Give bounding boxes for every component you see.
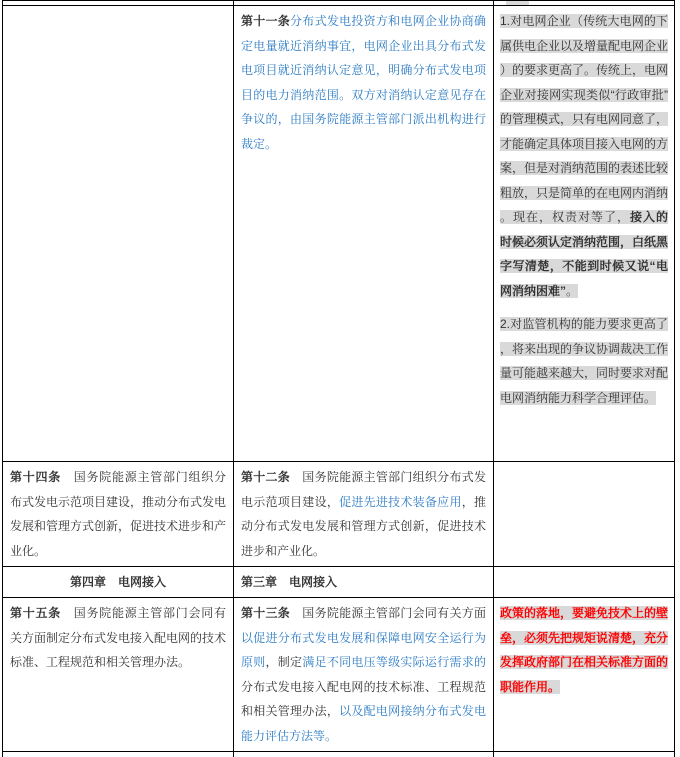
article-12-number: 第十二条 bbox=[241, 470, 291, 484]
article-13-paragraph bbox=[241, 601, 486, 748]
table-row-article-14-12 bbox=[3, 462, 675, 567]
table-row-article-11 bbox=[3, 6, 675, 462]
comment-1-bold-text: 接入的时候必须认定消纳范围，白纸黑字写清楚，不能到时候又说“电网消纳困难” bbox=[500, 210, 669, 298]
cell-article13-comment bbox=[494, 598, 675, 752]
cell-next-middle bbox=[234, 752, 494, 757]
comment-1-period: 。 bbox=[566, 283, 579, 298]
article-12-revised-text: 促进先进技术装备应用 bbox=[339, 494, 462, 509]
table-row-article-15-13 bbox=[3, 598, 675, 752]
cell-next-left bbox=[3, 752, 234, 757]
article-12-paragraph bbox=[241, 465, 486, 563]
cell-article13-new-text bbox=[234, 598, 494, 752]
article-13-text-3: 分布式发电接入配电网的技术标准、工程规范和相关管理办法， bbox=[241, 679, 486, 718]
cell-article11-new-text bbox=[234, 6, 494, 462]
comparison-table bbox=[2, 0, 675, 757]
comment-red-text: 政策的落地，要避免技术上的壁垒，必须先把规矩说清楚，充分发挥政府部门在相关标准方面的职能作用。 bbox=[500, 606, 669, 694]
article-13-number: 第十三条 bbox=[241, 606, 291, 620]
article-13-revised-text-2: 满足不同电压等级实际运行需求的 bbox=[302, 655, 486, 669]
article-11-revised-text: 分布式发电投资方和电网企业协商确定电量就近消纳事宜，电网企业出具分布式发电项目就近消纳认定意见，明确分布式发电项目的电力消纳范围。双方对消纳认定意见存在争议的，由国务院能源主管部门派出机构进行裁定。 bbox=[241, 14, 486, 151]
article-12-text-1: 国务院能源主管部门组织分布式发电示范项目建设， bbox=[241, 470, 486, 509]
cell-article12-comment-empty bbox=[494, 462, 675, 567]
article-15-number: 第十五条 bbox=[10, 606, 61, 620]
article-13-text-1: 国务院能源主管部门会同有关方面 bbox=[290, 606, 486, 620]
article-14-number: 第十四条 bbox=[10, 470, 61, 484]
cell-next-right bbox=[494, 752, 675, 757]
article-15-paragraph bbox=[10, 601, 226, 675]
article-14-text: 国务院能源主管部门组织分布式发电示范项目建设，推动分布式发电发展和管理方式创新，促进技术进步和产业化。 bbox=[10, 470, 227, 558]
highlight-remnant bbox=[506, 1, 529, 5]
article-13-revised-text-3: 以及配电网接纳分布式发电能力评估方法等。 bbox=[241, 704, 486, 743]
comment-red-paragraph bbox=[500, 601, 668, 699]
article-13-revised-text-1: 以促进分布式发电发展和保障电网安全运行为原则 bbox=[241, 630, 486, 669]
article-14-paragraph bbox=[10, 465, 226, 563]
article-15-text: 国务院能源主管部门会同有关方面制定分布式发电接入配电网的技术标准、工程规范和相关管理办法。 bbox=[10, 606, 227, 669]
comment-paragraph-1 bbox=[500, 9, 668, 303]
cell-article11-comment bbox=[494, 6, 675, 462]
cell-article14-old-text bbox=[3, 462, 234, 567]
cell-article11-left-empty bbox=[3, 6, 234, 462]
article-11-number: 第十一条 bbox=[241, 14, 291, 28]
article-11-paragraph bbox=[241, 9, 486, 156]
comment-2-text: 2.对监管机构的能力要求更高了，将来出现的争议协调裁决工作量可能越来越大，同时要求对配电网消纳能力科学合理评估。 bbox=[500, 317, 669, 405]
chapter-4-heading: 第四章 电网接入 bbox=[3, 567, 234, 598]
cell-chapter-right-empty bbox=[494, 567, 675, 598]
table-row-chapter-heading bbox=[3, 567, 675, 598]
article-12-text-2: ，推动分布式发电发展和管理方式创新，促进技术进步和产业化。 bbox=[241, 494, 486, 558]
chapter-3-heading: 第三章 电网接入 bbox=[234, 567, 494, 598]
table-row-next-partial bbox=[3, 752, 675, 757]
cell-article12-new-text bbox=[234, 462, 494, 567]
cell-article15-old-text bbox=[3, 598, 234, 752]
comment-paragraph-2 bbox=[500, 312, 668, 410]
comment-1-text: 1.对电网企业（传统大电网的下属供电企业以及增量配电网企业）的要求更高了。传统上，电网企业对接网实现类似“行政审批”的管理模式，只有电网同意了，才能确定具体项目接入电网的方案，但是对消纳范围的表述比较粗放，只是简单的在电网内消纳。现在，权责对等了， bbox=[500, 14, 669, 224]
article-13-text-2: ，制定 bbox=[265, 655, 303, 669]
